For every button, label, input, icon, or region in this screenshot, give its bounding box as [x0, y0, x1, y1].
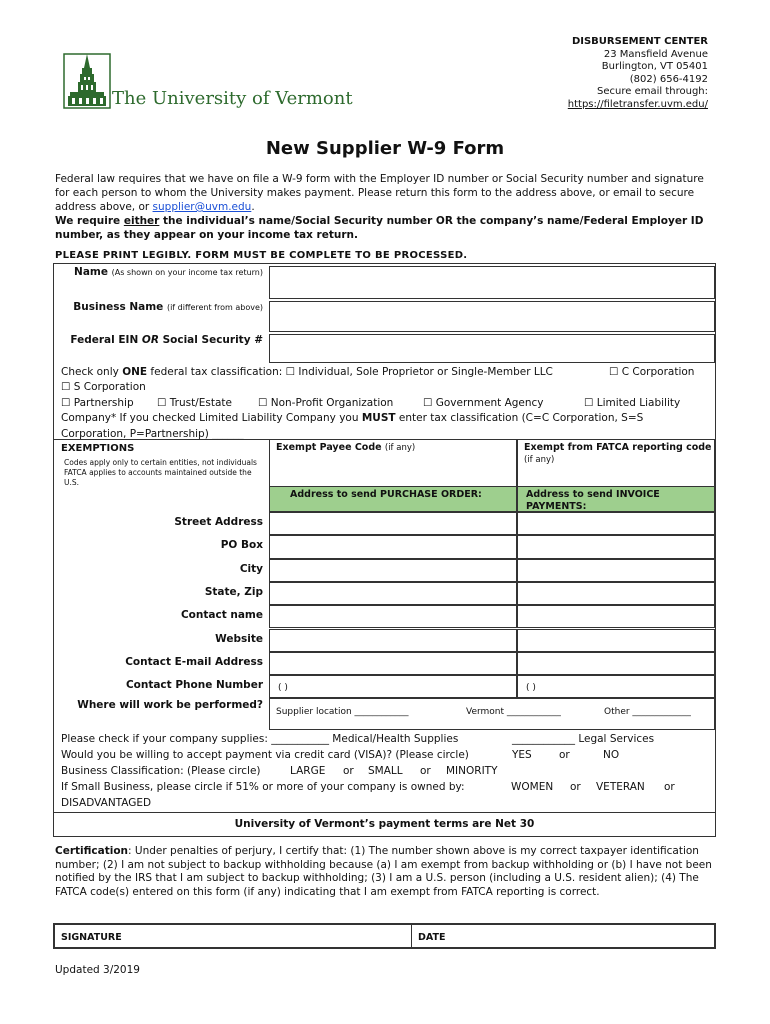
payee-hint: (if any)	[384, 443, 416, 453]
visa-or: or	[559, 749, 570, 761]
fatca-code-label: Exempt from FATCA reporting code	[524, 442, 712, 453]
exemptions-note2: FATCA applies to accounts maintained outside the U.S.	[64, 468, 252, 487]
fatca-code-cell[interactable]	[517, 439, 715, 487]
llc-note-c[interactable]: Corporation, P=Partnership) ______	[61, 428, 244, 440]
payment-terms: University of Vermont’s payment terms are Net 30	[54, 812, 715, 836]
business-hint: (if different from above)	[166, 303, 263, 312]
purchase-order-input[interactable]	[269, 582, 517, 605]
phone-area-code-po: ( )	[278, 683, 288, 694]
intro-text: Federal law requires that we have on file a W-9 form with the Employer ID number or Social Security number and signature for each person to whom the University makes payment. Please return this form to the address above, or email to secure address above, or	[55, 173, 704, 213]
supplier-location-field[interactable]: Supplier location ____________	[276, 707, 409, 717]
page-title: New Supplier W-9 Form	[265, 138, 505, 159]
invoice-input[interactable]	[517, 512, 715, 535]
certification-text: : Under penalties of perjury, I certify that: (1) The number shown above is my correct taxpayer identification number; (2) I am not subject to backup withholding because (a) I am exempt from backup withholding or (b) I have not been notified by the IRS that I am subject to backup withholding; (3) I am a U.S. person (including a U.S. resident alien); (4) The FATCA code(s) entered on this form (if any) indicating that I am exempt from FATCA reporting is correct.	[55, 845, 712, 898]
payee-code-cell[interactable]	[269, 439, 517, 487]
name-input[interactable]	[269, 266, 715, 299]
class-or-1: or	[343, 765, 354, 777]
exemptions-cell	[54, 439, 269, 487]
class-minority[interactable]: MINORITY	[446, 765, 498, 777]
address-phone: (802) 656-4192	[629, 73, 708, 85]
address-title: DISBURSEMENT CENTER	[571, 36, 708, 47]
s-corp-checkbox[interactable]: ☐ S Corporation	[61, 381, 146, 393]
trust-checkbox[interactable]: ☐ Trust/Estate	[157, 397, 232, 409]
supplies-line[interactable]: Please check if your company supplies: ___________ Medical/Health Supplies	[61, 733, 459, 745]
purchase-order-input[interactable]	[269, 629, 517, 652]
small-business-line: If Small Business, please circle if 51% or more of your company is owned by:	[61, 781, 465, 793]
certification-label: Certification	[55, 845, 129, 857]
owner-or-2: or	[664, 781, 675, 793]
purchase-order-input[interactable]	[269, 559, 517, 582]
owner-veteran[interactable]: VETERAN	[596, 781, 645, 793]
signature-label: SIGNATURE	[61, 932, 122, 943]
address-row-label: Contact Phone Number	[125, 679, 263, 692]
address-row-label: Contact name	[180, 609, 263, 622]
vermont-location-field[interactable]: Vermont ____________	[466, 707, 561, 717]
require-either: either	[123, 215, 160, 227]
class-small[interactable]: SMALL	[368, 765, 403, 777]
class-one: ONE	[122, 366, 148, 378]
business-label: Business Name	[73, 301, 164, 313]
legal-services-line[interactable]: ____________ Legal Services	[512, 733, 655, 745]
c-corp-checkbox[interactable]: ☐ C Corporation	[609, 366, 695, 378]
owner-disadvantaged[interactable]: DISADVANTAGED	[61, 797, 152, 809]
business-label-cell	[54, 301, 269, 333]
print-note: PLEASE PRINT LEGIBLY. FORM MUST BE COMPLETE TO BE PROCESSED.	[55, 250, 468, 261]
class-a: Check only	[61, 366, 123, 378]
certification	[55, 845, 715, 899]
require-pre: We require	[55, 215, 124, 227]
address-row-label: PO Box	[220, 539, 263, 552]
name-hint: (As shown on your income tax return)	[111, 268, 263, 277]
university-name: The University of Vermont	[112, 88, 353, 109]
invoice-input[interactable]	[517, 605, 715, 628]
llc-note-b: enter tax classification (C=C Corporation, S=S	[395, 412, 644, 424]
ein-label-or: OR	[141, 334, 159, 346]
class-or-2: or	[420, 765, 431, 777]
class-b[interactable]: federal tax classification: ☐ Individual, Sole Proprietor or Single-Member LLC	[147, 366, 553, 378]
signature-row	[53, 923, 716, 949]
address-line2: Burlington, VT 05401	[601, 61, 708, 72]
invoice-input[interactable]	[517, 559, 715, 582]
secure-email-link[interactable]: https://filetransfer.uvm.edu/	[567, 98, 708, 110]
ein-label-a: Federal EIN	[70, 334, 142, 346]
address-row-label: City	[239, 562, 263, 575]
owner-women[interactable]: WOMEN	[511, 781, 554, 793]
updated-note: Updated 3/2019	[55, 964, 140, 976]
invoice-input[interactable]	[517, 535, 715, 558]
address-row-label: Street Address	[174, 516, 263, 528]
visa-question: Would you be willing to accept payment via credit card (VISA)? (Please circle)	[61, 749, 469, 761]
invoice-input[interactable]	[517, 629, 715, 652]
date-field[interactable]	[412, 925, 714, 947]
work-label: Where will work be performed?	[77, 699, 263, 711]
business-class-label: Business Classification: (Please circle)	[61, 765, 261, 777]
date-label: DATE	[418, 932, 446, 943]
intro-paragraph: Federal law requires that we have on file a W-9 form with the Employer ID number or Social Security number and signature for each person to whom the University makes payment. Please return this form to the address above, or email to secure address above, or supplier@uvm.edu. We require either the individual’s name/Social Security number OR the company’s name/Federal Employer ID number, as they appear on your income tax return.	[55, 173, 704, 241]
partnership-checkbox[interactable]: ☐ Partnership	[61, 397, 134, 409]
invoice-input[interactable]	[517, 675, 715, 698]
ein-input[interactable]	[269, 334, 715, 363]
ein-label-b: Social Security #	[158, 334, 263, 346]
require-post: the individual’s name/Social Security number OR the company’s name/Federal Employer ID number, as they appear on your income tax return.	[55, 215, 704, 241]
phone-area-code-invoice: ( )	[526, 683, 536, 694]
payee-code-label	[276, 442, 415, 453]
name-label-cell	[54, 266, 269, 298]
work-location-cell	[269, 698, 715, 730]
purchase-order-input[interactable]	[269, 605, 517, 628]
purchase-order-input[interactable]	[269, 535, 517, 558]
fatca-hint: (if any)	[524, 455, 555, 465]
name-label: Name	[74, 266, 108, 278]
secure-email-label: Secure email through:	[597, 86, 708, 97]
class-large[interactable]: LARGE	[290, 765, 326, 777]
address-line1: 23 Mansfield Avenue	[603, 48, 708, 60]
invoice-input[interactable]	[517, 652, 715, 675]
exemptions-notes	[64, 458, 264, 488]
llc-note	[61, 412, 643, 424]
purchase-order-input[interactable]	[269, 512, 517, 535]
supplier-form	[53, 263, 716, 837]
purchase-order-header: Address to send PURCHASE ORDER:	[269, 486, 517, 512]
supplier-email-link[interactable]: supplier@uvm.edu	[152, 201, 252, 213]
address-row-label: Website	[215, 632, 263, 645]
llc-note-must: MUST	[361, 412, 396, 424]
invoice-header: Address to send INVOICE PAYMENTS:	[517, 486, 715, 512]
purchase-order-input[interactable]	[269, 675, 517, 698]
exemptions-note1: Codes apply only to certain entities, not individuals	[64, 458, 257, 467]
owner-or-1: or	[570, 781, 581, 793]
address-row-label: Contact E-mail Address	[125, 655, 263, 668]
visa-yes[interactable]: YES	[512, 749, 532, 761]
purchase-order-input[interactable]	[269, 652, 517, 675]
llc-checkbox[interactable]: ☐ Limited Liability	[584, 397, 681, 409]
government-checkbox[interactable]: ☐ Government Agency	[423, 397, 544, 409]
invoice-input[interactable]	[517, 582, 715, 605]
business-name-input[interactable]	[269, 301, 715, 332]
llc-note-a: Company* If you checked Limited Liability Company you	[61, 412, 362, 424]
classification-line1	[61, 366, 553, 378]
visa-no[interactable]: NO	[603, 749, 620, 761]
address-row-label: State, Zip	[204, 585, 263, 598]
other-location-field[interactable]: Other _____________	[604, 707, 691, 717]
address-block	[568, 36, 708, 111]
payee-code-text: Exempt Payee Code	[276, 442, 382, 453]
nonprofit-checkbox[interactable]: ☐ Non-Profit Organization	[258, 397, 394, 409]
exemptions-title: EXEMPTIONS	[61, 443, 135, 454]
ein-label-cell	[54, 334, 269, 366]
signature-field[interactable]	[55, 925, 412, 947]
